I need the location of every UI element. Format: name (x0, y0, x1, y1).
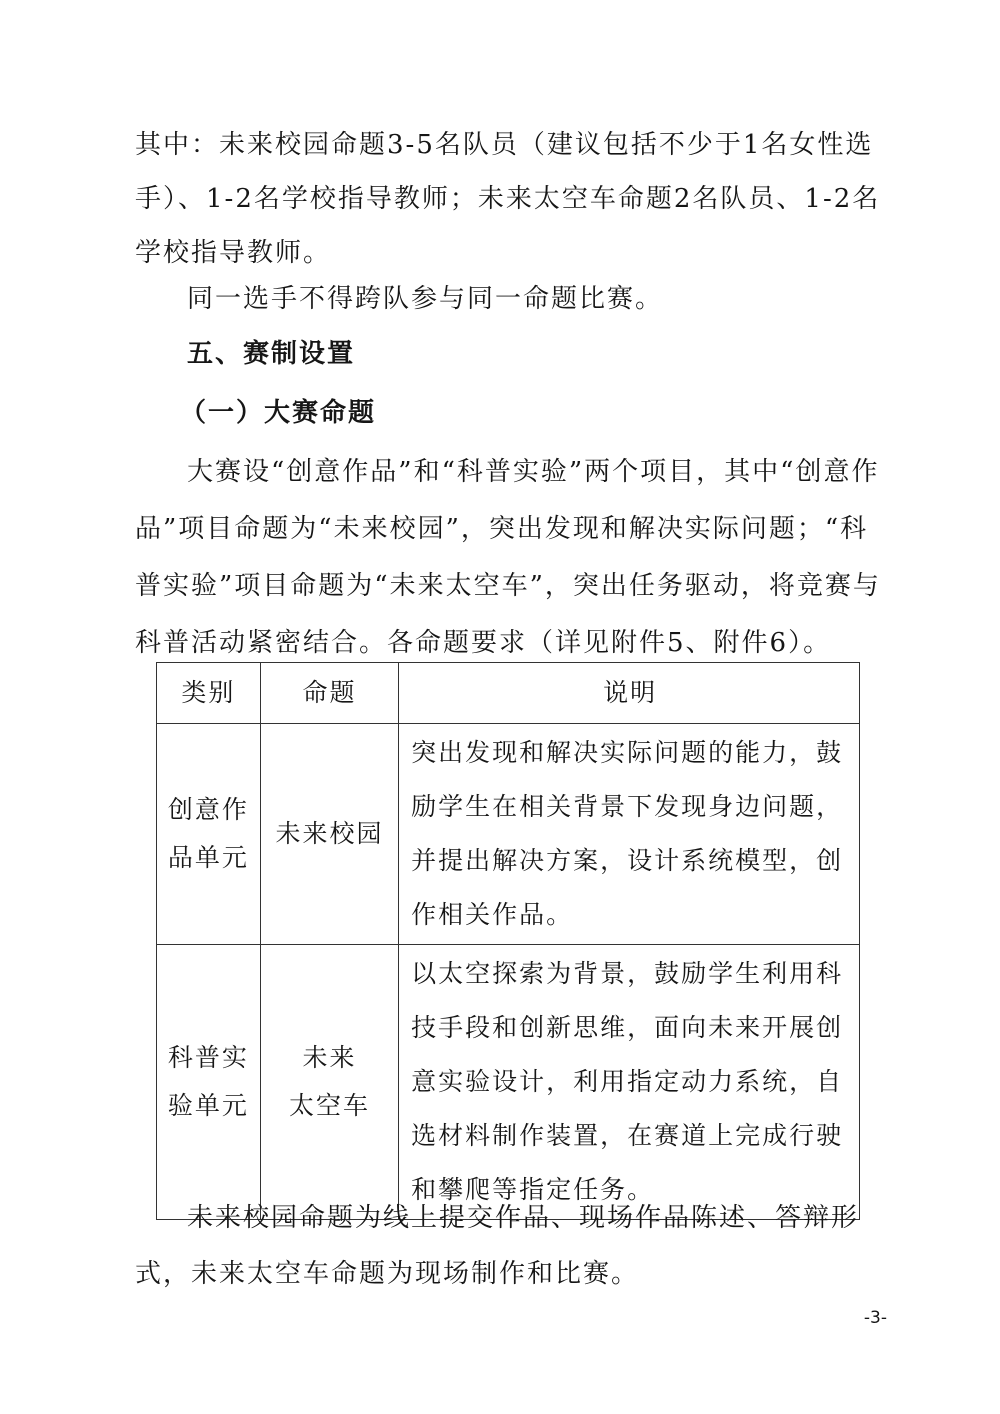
category-line-2: 验单元 (167, 1091, 249, 1120)
topic-line-2: 太空车 (288, 1091, 370, 1120)
category-line-1: 科普实 (167, 1043, 249, 1072)
format-paragraph: 未来校园命题为线上提交作品、现场作品陈述、答辩形式，未来太空车命题为现场制作和比赛。 (135, 1203, 860, 1289)
category-line-1: 创意作 (167, 795, 249, 824)
topic-cell (260, 945, 398, 1220)
table-header-row (157, 663, 860, 724)
topic-line-1: 未来 (302, 1043, 357, 1072)
topic-line-1: 未来校园 (275, 819, 384, 848)
competition-topics-paragraph: 大赛设“创意作品”和“科普实验”两个项目，其中“创意作品”项目命题为“未来校园”，突出发现和解决实际问题；“科普实验”项目命题为“未来太空车”，突出任务驱动，将竞赛与科普活动紧密结合。各命题要求（详见附件5、附件6）。 (135, 457, 881, 658)
category-cell (157, 945, 261, 1220)
header-description: 说明 (399, 663, 860, 724)
header-category: 类别 (157, 663, 261, 724)
table-row (157, 724, 860, 945)
description-cell: 突出发现和解决实际问题的能力，鼓励学生在相关背景下发现身边问题，并提出解决方案，设计系统模型，创作相关作品。 (399, 724, 860, 945)
cross-team-rule-paragraph: 同一选手不得跨队参与同一命题比赛。 (187, 284, 664, 314)
topics-table (156, 662, 860, 1220)
team-composition-paragraph: 其中：未来校园命题3-5名队员（建议包括不少于1名女性选手）、1-2名学校指导教师；未来太空车命题2名队员、1-2名学校指导教师。 (135, 130, 881, 268)
table-row (157, 945, 860, 1220)
description-cell: 以太空探索为背景，鼓励学生利用科技手段和创新思维，面向未来开展创意实验设计，利用指定动力系统，自选材料制作装置，在赛道上完成行驶和攀爬等指定任务。 (399, 945, 860, 1220)
header-topic: 命题 (260, 663, 398, 724)
topic-cell (260, 724, 398, 945)
subsection-heading: （一）大赛命题 (180, 398, 377, 428)
category-cell (157, 724, 261, 945)
page-number: -3- (863, 1308, 887, 1328)
section-heading: 五、赛制设置 (187, 339, 356, 369)
category-line-2: 品单元 (167, 843, 249, 872)
